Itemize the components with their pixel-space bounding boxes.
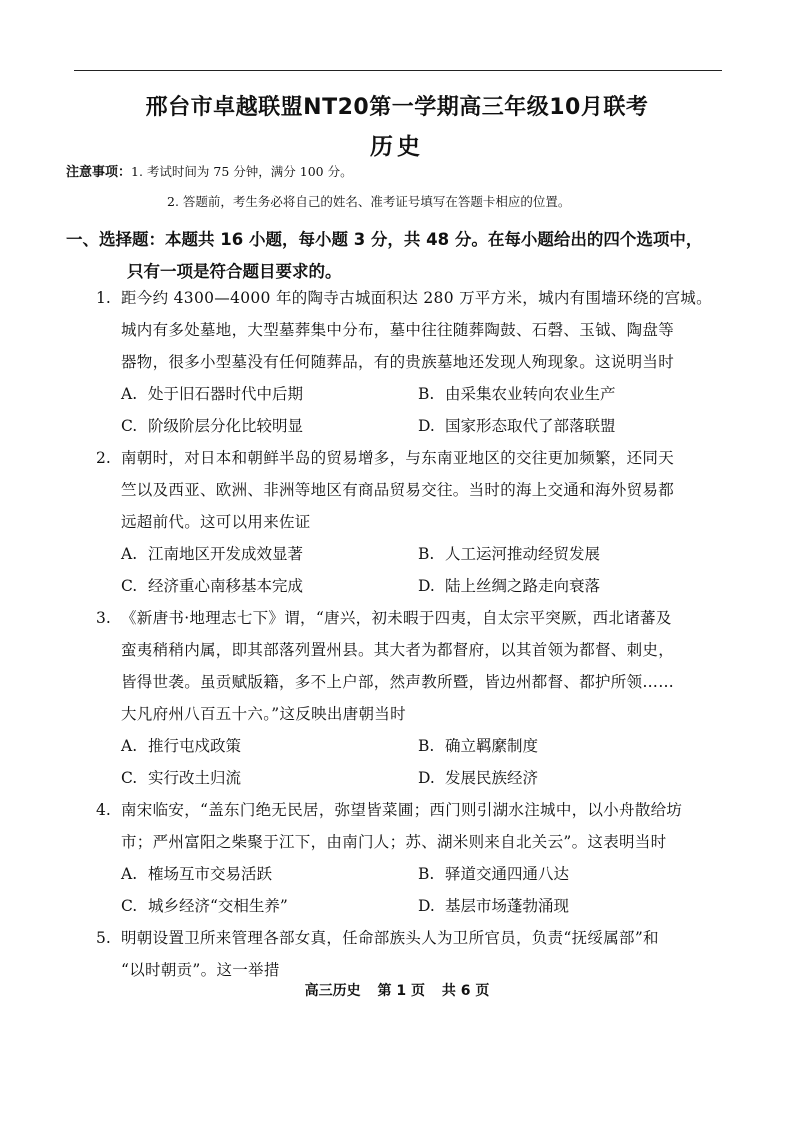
section-line-1: 一、选择题：本题共 16 小题，每小题 3 分，共 48 分。在每小题给出的四个选项中，	[66, 230, 703, 249]
option-text: 确立羁縻制度	[445, 737, 539, 755]
subject-title: 历史	[370, 134, 424, 160]
question-stem-line: 大凡府州八百五十六。”这反映出唐朝当时	[121, 705, 406, 723]
option-text: 国家形态取代了部落联盟	[445, 417, 616, 435]
answer-option	[121, 410, 418, 442]
answer-option-row	[121, 378, 728, 410]
answer-option	[418, 858, 715, 890]
option-text: 处于旧石器时代中后期	[148, 385, 304, 403]
answer-option	[418, 890, 715, 922]
option-letter: C.	[121, 577, 138, 595]
option-text: 人工运河推动经贸发展	[445, 545, 601, 563]
question-stem-line: 蛮夷稍稍内属，即其部落列置州县。其大者为都督府，以其首领为都督、刺史，	[121, 641, 675, 659]
question-stem-line: 距今约 4300—4000 年的陶寺古城面积达 280 万平方米，城内有围墙环绕的宫城。	[121, 289, 712, 307]
top-rule	[74, 70, 722, 71]
option-letter: C.	[121, 769, 138, 787]
footer-subject: 高三历史	[304, 983, 361, 999]
answer-option	[418, 410, 715, 442]
question-stem-line: 皆得世袭。虽贡赋版籍，多不上户部，然声教所暨，皆边州都督、都护所领……	[121, 673, 675, 691]
notes-item: 2. 答题前，考生务必将自己的姓名、准考证号填写在答题卡相应的位置。	[167, 194, 571, 209]
question-stem-line: 远超前代。这可以用来佐证	[121, 513, 311, 531]
option-letter: D.	[418, 769, 435, 787]
question-item	[88, 442, 728, 602]
answer-options	[121, 378, 728, 442]
option-letter: A.	[121, 385, 138, 403]
answer-options	[121, 730, 728, 794]
footer-total-pages: 共 6 页	[441, 983, 490, 999]
question-stem-line: 明朝设置卫所来管理各部女真，任命部族头人为卫所官员，负责“抚绥属部”和	[121, 929, 659, 947]
answer-options	[121, 858, 728, 922]
answer-option	[121, 570, 418, 602]
answer-option-row	[121, 890, 728, 922]
answer-option-row	[121, 538, 728, 570]
option-letter: D.	[418, 897, 435, 915]
question-item	[88, 282, 728, 442]
answer-option	[121, 538, 418, 570]
option-letter: B.	[418, 385, 435, 403]
question-number: 3.	[96, 609, 111, 627]
question-stem	[121, 282, 728, 378]
option-letter: D.	[418, 417, 435, 435]
answer-option	[121, 858, 418, 890]
section-heading	[66, 224, 736, 288]
footer-page-number: 第 1 页	[377, 983, 425, 999]
question-stem-line: 市；严州富阳之柴聚于江下，由南门人；苏、湖米则来自北关云”。这表明当时	[121, 833, 667, 851]
option-text: 发展民族经济	[445, 769, 539, 787]
question-stem	[121, 794, 728, 858]
answer-option-row	[121, 570, 728, 602]
option-letter: C.	[121, 417, 138, 435]
question-stem-line: 南朝时，对日本和朝鲜半岛的贸易增多，与东南亚地区的交往更加频繁，还同天	[121, 449, 675, 467]
option-letter: A.	[121, 545, 138, 563]
option-text: 经济重心南移基本完成	[148, 577, 304, 595]
answer-option	[418, 538, 715, 570]
page-footer	[0, 980, 794, 1000]
question-number: 4.	[96, 801, 111, 819]
option-letter: D.	[418, 577, 435, 595]
option-letter: A.	[121, 737, 138, 755]
answer-options	[121, 538, 728, 602]
option-letter: B.	[418, 865, 435, 883]
answer-option	[121, 378, 418, 410]
answer-option	[121, 762, 418, 794]
option-text: 榷场互市交易活跃	[148, 865, 273, 883]
question-item	[88, 602, 728, 794]
question-item	[88, 922, 728, 986]
notes-label: 注意事项：	[66, 165, 132, 180]
question-number: 1.	[96, 289, 111, 307]
question-stem-line: “以时朝贡”。这一举措	[121, 961, 280, 979]
notes-row-2	[66, 193, 570, 223]
question-stem-line: 器物，很多小型墓没有任何随葬品，有的贵族墓地还发现人殉现象。这说明当时	[121, 353, 675, 371]
option-text: 基层市场蓬勃涌现	[445, 897, 570, 915]
question-stem	[121, 602, 728, 730]
option-letter: B.	[418, 545, 435, 563]
option-letter: C.	[121, 897, 138, 915]
answer-option-row	[121, 410, 728, 442]
question-number: 2.	[96, 449, 111, 467]
question-stem-line: 竺以及西亚、欧洲、非洲等地区有商品贸易交往。当时的海上交通和海外贸易都	[121, 481, 675, 499]
answer-option	[121, 730, 418, 762]
answer-option	[121, 890, 418, 922]
option-text: 驿道交通四通八达	[445, 865, 570, 883]
answer-option	[418, 762, 715, 794]
question-stem-line: 城内有多处墓地，大型墓葬集中分布，墓中往往随葬陶鼓、石磬、玉钺、陶盘等	[121, 321, 675, 339]
option-text: 由采集农业转向农业生产	[445, 385, 616, 403]
question-list	[88, 282, 728, 986]
answer-option-row	[121, 730, 728, 762]
answer-option	[418, 730, 715, 762]
notes-item: 1. 考试时间为 75 分钟，满分 100 分。	[131, 164, 353, 179]
answer-option	[418, 570, 715, 602]
question-stem-line: 南宋临安，“盖东门绝无民居，弥望皆菜圃；西门则引湖水注城中，以小舟散给坊	[121, 801, 683, 819]
option-text: 推行屯戍政策	[148, 737, 242, 755]
option-text: 城乡经济“交相生养”	[148, 897, 288, 915]
option-letter: A.	[121, 865, 138, 883]
answer-option	[418, 378, 715, 410]
notes-row-1	[66, 163, 570, 193]
exam-notes	[66, 163, 570, 223]
question-stem	[121, 442, 728, 538]
option-text: 实行改土归流	[148, 769, 242, 787]
question-item	[88, 794, 728, 922]
question-stem	[121, 922, 728, 986]
answer-option-row	[121, 858, 728, 890]
option-text: 江南地区开发成效显著	[148, 545, 304, 563]
question-stem-line: 《新唐书·地理志七下》谓，“唐兴，初未暇于四夷，自太宗平突厥，西北诸蕃及	[121, 609, 672, 627]
question-number: 5.	[96, 929, 111, 947]
option-text: 陆上丝绸之路走向衰落	[445, 577, 601, 595]
section-line-2: 只有一项是符合题目要求的。	[127, 262, 342, 281]
option-text: 阶级阶层分化比较明显	[148, 417, 304, 435]
exam-title: 邢台市卓越联盟NT20第一学期高三年级10月联考	[145, 95, 649, 120]
option-letter: B.	[418, 737, 435, 755]
answer-option-row	[121, 762, 728, 794]
